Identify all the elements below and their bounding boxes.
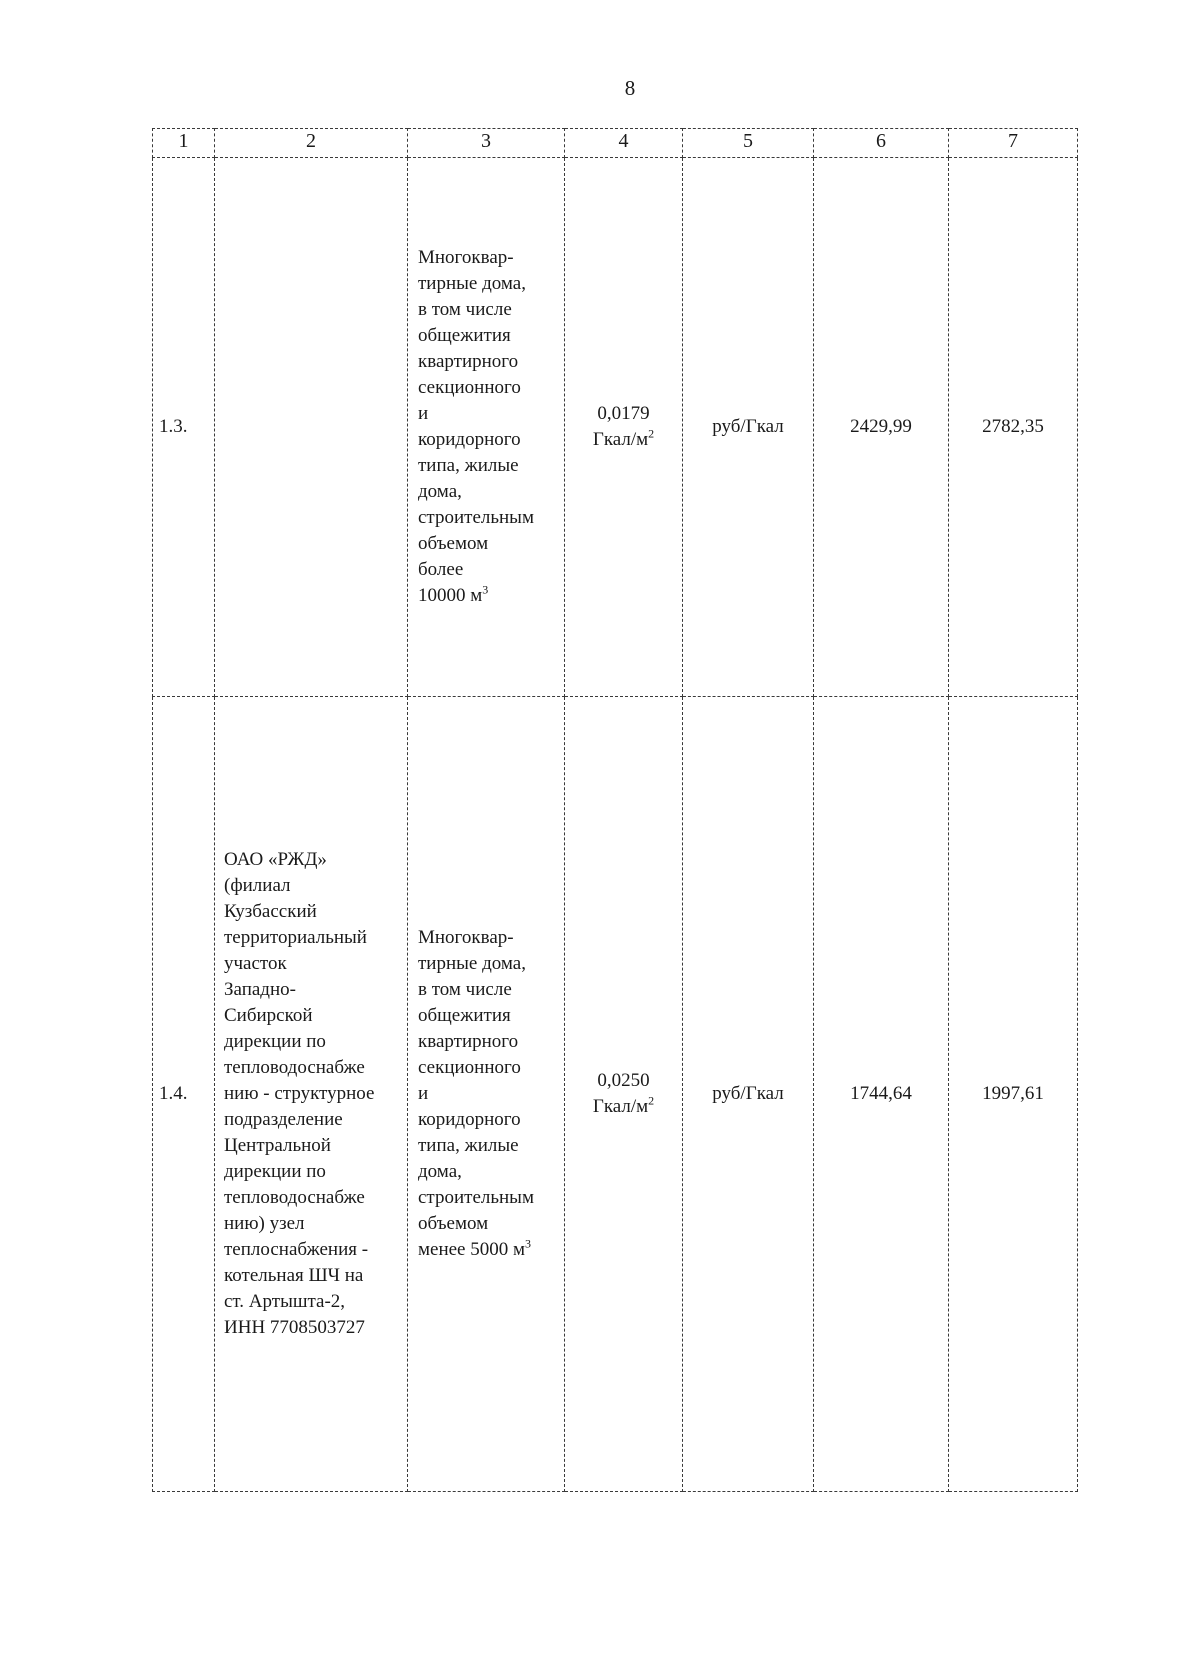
consumer-line: тирные дома, — [418, 273, 526, 294]
tariff-unit: руб/Гкал — [683, 158, 814, 697]
header-col-1: 1 — [153, 129, 215, 158]
organization-line: (филиал — [224, 875, 291, 896]
consumer-line: дома, — [418, 1161, 462, 1182]
header-col-7: 7 — [949, 129, 1078, 158]
tariff-value-col7: 1997,61 — [949, 697, 1078, 1492]
consumer-line: секционного — [418, 1057, 521, 1078]
volume-superscript: 3 — [525, 1236, 532, 1251]
table-row — [153, 697, 1078, 1492]
header-col-3: 3 — [408, 129, 565, 158]
header-col-4: 4 — [565, 129, 683, 158]
consumer-line: объемом — [418, 1213, 489, 1234]
consumer-line: общежития — [418, 1005, 511, 1026]
organization-cell — [215, 158, 408, 697]
organization-line: теплоснабжения - — [224, 1239, 369, 1260]
organization-line: тепловодоснабже — [224, 1057, 365, 1078]
header-col-5: 5 — [683, 129, 814, 158]
consumer-line: дома, — [418, 481, 462, 502]
consumer-line: коридорного — [418, 429, 521, 450]
consumer-category-cell — [408, 158, 565, 697]
organization-line: ОАО «РЖД» — [224, 849, 327, 870]
consumer-line: секционного — [418, 377, 521, 398]
consumer-line: Многоквар- — [418, 927, 514, 948]
organization-line: тепловодоснабже — [224, 1187, 365, 1208]
consumer-line: строительным — [418, 1187, 534, 1208]
norm-value: 0,0250 — [597, 1070, 650, 1091]
organization-line: ст. Артышта-2, — [224, 1291, 346, 1312]
consumer-line: в том числе — [418, 299, 512, 320]
organization-line: ИНН 7708503727 — [224, 1317, 365, 1338]
consumer-line: более — [418, 559, 464, 580]
header-col-2: 2 — [215, 129, 408, 158]
table-header-row — [153, 129, 1078, 158]
consumer-line: типа, жилые — [418, 1135, 519, 1156]
consumer-line: и — [418, 1083, 429, 1104]
row-number: 1.3. — [153, 158, 215, 697]
organization-line: Сибирской — [224, 1005, 313, 1026]
consumer-line: коридорного — [418, 1109, 521, 1130]
tariff-table — [152, 128, 1078, 1492]
header-col-6: 6 — [814, 129, 949, 158]
norm-value: 0,0179 — [597, 403, 650, 424]
consumer-line: квартирного — [418, 351, 519, 372]
consumer-line: типа, жилые — [418, 455, 519, 476]
organization-cell — [215, 697, 408, 1492]
norm-unit-line — [565, 1094, 682, 1120]
organization-line: Западно- — [224, 979, 296, 1000]
consumer-line: строительным — [418, 507, 534, 528]
norm-cell — [565, 697, 683, 1492]
consumer-line: Многоквар- — [418, 247, 514, 268]
consumer-line: в том числе — [418, 979, 512, 1000]
consumer-line: тирные дома, — [418, 953, 526, 974]
tariff-value-col7: 2782,35 — [949, 158, 1078, 697]
consumer-volume: менее 5000 м — [418, 1239, 526, 1260]
norm-unit-line — [565, 427, 682, 453]
organization-line: дирекции по — [224, 1161, 326, 1182]
tariff-value-col6: 1744,64 — [814, 697, 949, 1492]
norm-superscript: 2 — [648, 426, 655, 441]
organization-line: участок — [224, 953, 287, 974]
consumer-line: объемом — [418, 533, 489, 554]
norm-cell — [565, 158, 683, 697]
norm-superscript: 2 — [648, 1093, 655, 1108]
consumer-line-last — [418, 583, 564, 609]
norm-unit: Гкал/м — [592, 1096, 649, 1117]
volume-superscript: 3 — [482, 582, 489, 597]
consumer-line-last — [418, 1237, 564, 1263]
consumer-volume: 10000 м — [418, 585, 483, 606]
organization-line: территориальный — [224, 927, 367, 948]
consumer-line: и — [418, 403, 429, 424]
tariff-unit: руб/Гкал — [683, 697, 814, 1492]
organization-line: нию - структурное — [224, 1083, 375, 1104]
norm-unit: Гкал/м — [592, 429, 649, 450]
tariff-value-col6: 2429,99 — [814, 158, 949, 697]
consumer-line: общежития — [418, 325, 511, 346]
organization-line: Центральной — [224, 1135, 331, 1156]
row-number: 1.4. — [153, 697, 215, 1492]
organization-line: котельная ШЧ на — [224, 1265, 364, 1286]
organization-line: дирекции по — [224, 1031, 326, 1052]
organization-line: нию) узел — [224, 1213, 305, 1234]
consumer-category-cell — [408, 697, 565, 1492]
page-number: 8 — [624, 76, 636, 100]
consumer-line: квартирного — [418, 1031, 519, 1052]
organization-line: подразделение — [224, 1109, 343, 1130]
table-row — [153, 158, 1078, 697]
organization-line: Кузбасский — [224, 901, 317, 922]
